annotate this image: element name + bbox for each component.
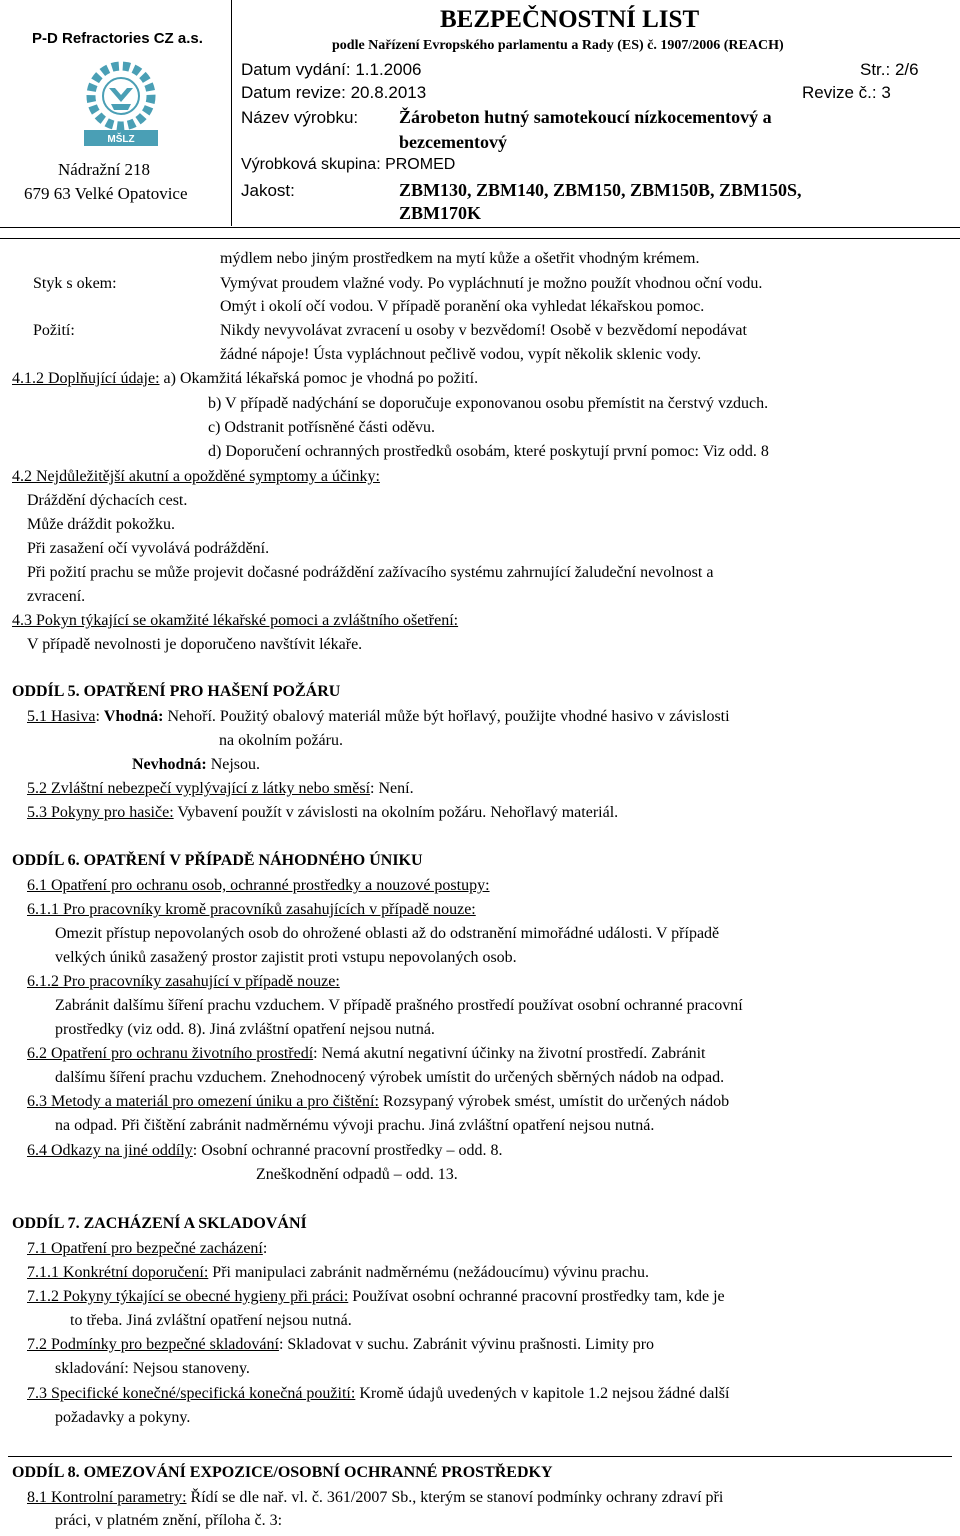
section-5-3-label: 5.3 Pokyny pro hasiče: bbox=[27, 804, 174, 821]
section-7-3 bbox=[27, 1385, 729, 1403]
document-title: BEZPEČNOSTNÍ LIST bbox=[440, 6, 700, 33]
skin-contact-continued: mýdlem nebo jiným prostředkem na mytí kůže a ošetřit vhodným krémem. bbox=[220, 250, 700, 267]
section-4-1-2-d: d) Doporučení ochranných prostředků osobám, které poskytují první pomoc: Viz odd. 8 bbox=[208, 443, 769, 460]
section-6-1-1-line1: Omezit přístup nepovolaných osob do ohrožené oblasti až do odstranění mimořádné události. V případě bbox=[55, 925, 720, 942]
section-7-1-2-label: 7.1.2 Pokyny týkající se obecné hygieny při práci: bbox=[27, 1288, 349, 1305]
section-6-2 bbox=[27, 1045, 706, 1063]
symptom-4-line1: Při požití prachu se může projevit dočasné podráždění zažívacího systému zahrnující žaludeční nevolnost a bbox=[27, 564, 714, 581]
product-name-line2: bezcementový bbox=[399, 132, 507, 152]
issue-date: Datum vydání: 1.1.2006 bbox=[241, 60, 422, 79]
section-6-2-line1: : Nemá akutní negativní účinky na životní prostředí. Zabránit bbox=[313, 1045, 706, 1062]
section-8-1-line2: práci, v platném znění, příloha č. 3: bbox=[55, 1512, 283, 1529]
section-5-2 bbox=[27, 780, 414, 798]
revision-date: Datum revize: 20.8.2013 bbox=[241, 83, 427, 102]
ingestion-line2: žádné nápoje! Ústa vypláchnout pečlivě vodou, vypít několik sklenic vody. bbox=[220, 346, 702, 363]
quality-line1: ZBM130, ZBM140, ZBM150, ZBM150B, ZBM150S, bbox=[399, 180, 802, 200]
suitable-text: Nehoří. Použitý obalový materiál může být hořlavý, použijte vhodné hasivo v závislosti bbox=[167, 708, 730, 725]
section-6-1-2-line1: Zabránit dalšímu šíření prachu vzduchem. V případě prašného prostředí používat osobní ochranné pracovní bbox=[55, 997, 743, 1014]
ingestion-line1: Nikdy nevyvolávat zvracení u osoby v bezvědomí! Osobě v bezvědomí nepodávat bbox=[220, 322, 747, 339]
address-street: Nádražní 218 bbox=[58, 160, 151, 179]
quality-line2: ZBM170K bbox=[399, 203, 482, 223]
product-name-line1: Žárobeton hutný samotekoucí nízkocementový a bbox=[399, 107, 772, 127]
section-7-1-1-text: Při manipulaci zabránit nadměrnému (nežádoucímu) vývinu prachu. bbox=[208, 1264, 650, 1281]
symptom-2: Může dráždit pokožku. bbox=[27, 516, 175, 533]
section-6-1-heading: 6.1 Opatření pro ochranu osob, ochranné prostředky a nouzové postupy: bbox=[27, 877, 490, 894]
suitable-text-line2: na okolním požáru. bbox=[219, 732, 343, 749]
section-5-2-text: : Není. bbox=[370, 780, 414, 797]
section-8-heading: ODDÍL 8. OMEZOVÁNÍ EXPOZICE/OSOBNÍ OCHRANNÉ PROSTŘEDKY bbox=[12, 1464, 553, 1481]
section-6-1-1-line2: velkých úniků zasažený prostor zajistit proti vstupu nepovolaných osob. bbox=[55, 949, 517, 966]
section-7-2-line2: skladování: Nejsou stanoveny. bbox=[55, 1360, 250, 1377]
section-7-1-colon: : bbox=[262, 1240, 268, 1257]
section-6-3 bbox=[27, 1093, 729, 1111]
section-8-1-label: 8.1 Kontrolní parametry: bbox=[27, 1489, 187, 1506]
section-7-1-label: 7.1 Opatření pro bezpečné zacházení bbox=[27, 1240, 263, 1257]
section-4-2-heading: 4.2 Nejdůležitější akutní a opožděné symptomy a účinky: bbox=[12, 468, 380, 485]
product-group: Výrobková skupina: PROMED bbox=[241, 156, 456, 173]
section-7-1-2-line1: Používat osobní ochranné pracovní prostředky tam, kde je bbox=[348, 1288, 725, 1305]
section-4-1-2-c: c) Odstranit potřísněné části oděvu. bbox=[208, 419, 436, 436]
document-subtitle: podle Nařízení Evropského parlamentu a Rady (ES) č. 1907/2006 (REACH) bbox=[332, 38, 784, 53]
section-5-1 bbox=[27, 708, 730, 726]
section-7-2-line1: : Skladovat v suchu. Zabránit vývinu prašnosti. Limity pro bbox=[278, 1336, 655, 1353]
eye-contact-line2: Omýt i okolí očí vodou. V případě poranění oka vyhledat lékařskou pomoc. bbox=[220, 298, 705, 315]
section-6-3-label: 6.3 Metody a materiál pro omezení úniku a pro čištění: bbox=[27, 1093, 379, 1110]
revision-number: Revize č.: 3 bbox=[802, 83, 891, 102]
section-6-heading: ODDÍL 6. OPATŘENÍ V PŘÍPADĚ NÁHODNÉHO ÚNIKU bbox=[12, 852, 423, 869]
section-7-1-2 bbox=[27, 1288, 725, 1306]
header-divider bbox=[231, 0, 232, 226]
section-6-2-line2: dalšímu šíření prachu vzduchem. Znehodnocený výrobek umístit do určených sběrných nádob na odpad. bbox=[55, 1069, 725, 1086]
unsuitable-label: Nevhodná: bbox=[132, 756, 207, 773]
company-logo-icon bbox=[76, 58, 166, 148]
section-7-heading: ODDÍL 7. ZACHÁZENÍ A SKLADOVÁNÍ bbox=[12, 1215, 307, 1232]
section-6-4-label: 6.4 Odkazy na jiné oddíly bbox=[27, 1142, 193, 1159]
section-8-1-line1: Řídí se dle nař. vl. č. 361/2007 Sb., kterým se stanoví podmínky ochrany zdraví při bbox=[186, 1489, 724, 1506]
suitable-label: Vhodná: bbox=[103, 708, 164, 725]
symptom-3: Při zasažení očí vyvolává podráždění. bbox=[27, 540, 270, 557]
unsuitable-text: Nejsou. bbox=[210, 756, 261, 773]
section-6-3-line2: na odpad. Při čištění zabránit nadměrnému vývoji prachu. Jiná zvláštní opatření nejsou nutná. bbox=[55, 1117, 655, 1134]
logo-text: MŠLZ bbox=[107, 134, 135, 145]
ingestion-label: Požití: bbox=[33, 322, 75, 339]
section-8-1 bbox=[27, 1489, 723, 1507]
section-7-3-line1: Kromě údajů uvedených v kapitole 1.2 nejsou žádné další bbox=[355, 1385, 730, 1402]
quality-label: Jakost: bbox=[241, 181, 295, 200]
section-7-1-1 bbox=[27, 1264, 649, 1282]
section-7-1 bbox=[27, 1240, 267, 1258]
section-6-1-2-line2: prostředky (viz odd. 8). Jiná zvláštní opatření nejsou nutná. bbox=[55, 1021, 435, 1038]
section-5-3-text: Vybavení použít v závislosti na okolním požáru. Nehořlavý materiál. bbox=[177, 804, 619, 821]
section-6-2-label: 6.2 Opatření pro ochranu životního prostředí bbox=[27, 1045, 314, 1062]
section-5-heading: ODDÍL 5. OPATŘENÍ PRO HAŠENÍ POŽÁRU bbox=[12, 683, 341, 700]
section-4-3-text: V případě nevolnosti je doporučeno navštívit lékaře. bbox=[27, 636, 363, 653]
section-5-1-colon: : bbox=[95, 708, 100, 725]
section-5-1-label: 5.1 Hasiva bbox=[27, 708, 96, 725]
section-4-1-2-a: a) Okamžitá lékařská pomoc je vhodná po požití. bbox=[163, 370, 479, 387]
section-5-3 bbox=[27, 804, 618, 822]
section-8-rule bbox=[8, 1456, 952, 1457]
section-4-3-heading: 4.3 Pokyn týkající se okamžité lékařské pomoci a zvláštního ošetření: bbox=[12, 612, 459, 629]
section-7-1-2-line2: to třeba. Jiná zvláštní opatření nejsou nutná. bbox=[70, 1312, 352, 1329]
unsuitable bbox=[132, 756, 260, 774]
section-4-1-2-label: 4.1.2 Doplňující údaje: bbox=[12, 370, 160, 387]
section-7-1-1-label: 7.1.1 Konkrétní doporučení: bbox=[27, 1264, 209, 1281]
section-6-3-line1: Rozsypaný výrobek smést, umístit do určených nádob bbox=[378, 1093, 730, 1110]
header-rule-top bbox=[0, 227, 960, 228]
section-7-3-line2: požadavky a pokyny. bbox=[55, 1409, 191, 1426]
section-5-2-label: 5.2 Zvláštní nebezpečí vyplývající z látky nebo směsí bbox=[27, 780, 371, 797]
section-4-1-2-b: b) V případě nadýchání se doporučuje exponovanou osobu přemístit na čerstvý vzduch. bbox=[208, 395, 769, 412]
header-rule-bottom bbox=[0, 238, 960, 239]
address-city: 679 63 Velké Opatovice bbox=[24, 184, 188, 203]
page-number: Str.: 2/6 bbox=[860, 60, 919, 79]
symptom-4-line2: zvracení. bbox=[27, 588, 86, 605]
symptom-1: Dráždění dýchacích cest. bbox=[27, 492, 188, 509]
eye-contact-line1: Vymývat proudem vlažné vody. Po vypláchnutí je možno použít vhodnou oční vodu. bbox=[220, 275, 763, 292]
section-7-2-label: 7.2 Podmínky pro bezpečné skladování bbox=[27, 1336, 279, 1353]
section-6-4 bbox=[27, 1142, 502, 1160]
eye-contact-label: Styk s okem: bbox=[33, 275, 117, 292]
section-7-2 bbox=[27, 1336, 654, 1354]
section-6-1-1-heading: 6.1.1 Pro pracovníky kromě pracovníků zasahujících v případě nouze: bbox=[27, 901, 476, 918]
section-4-1-2 bbox=[12, 370, 478, 388]
section-6-4-line2: Zneškodnění odpadů – odd. 13. bbox=[256, 1166, 458, 1183]
section-6-1-2-heading: 6.1.2 Pro pracovníky zasahující v případě nouze: bbox=[27, 973, 340, 990]
section-6-4-line1: : Osobní ochranné pracovní prostředky – odd. 8. bbox=[192, 1142, 503, 1159]
section-7-3-label: 7.3 Specifické konečné/specifická konečná použití: bbox=[27, 1385, 356, 1402]
company-name: P-D Refractories CZ a.s. bbox=[32, 30, 203, 47]
product-name-label: Název výrobku: bbox=[241, 108, 359, 127]
